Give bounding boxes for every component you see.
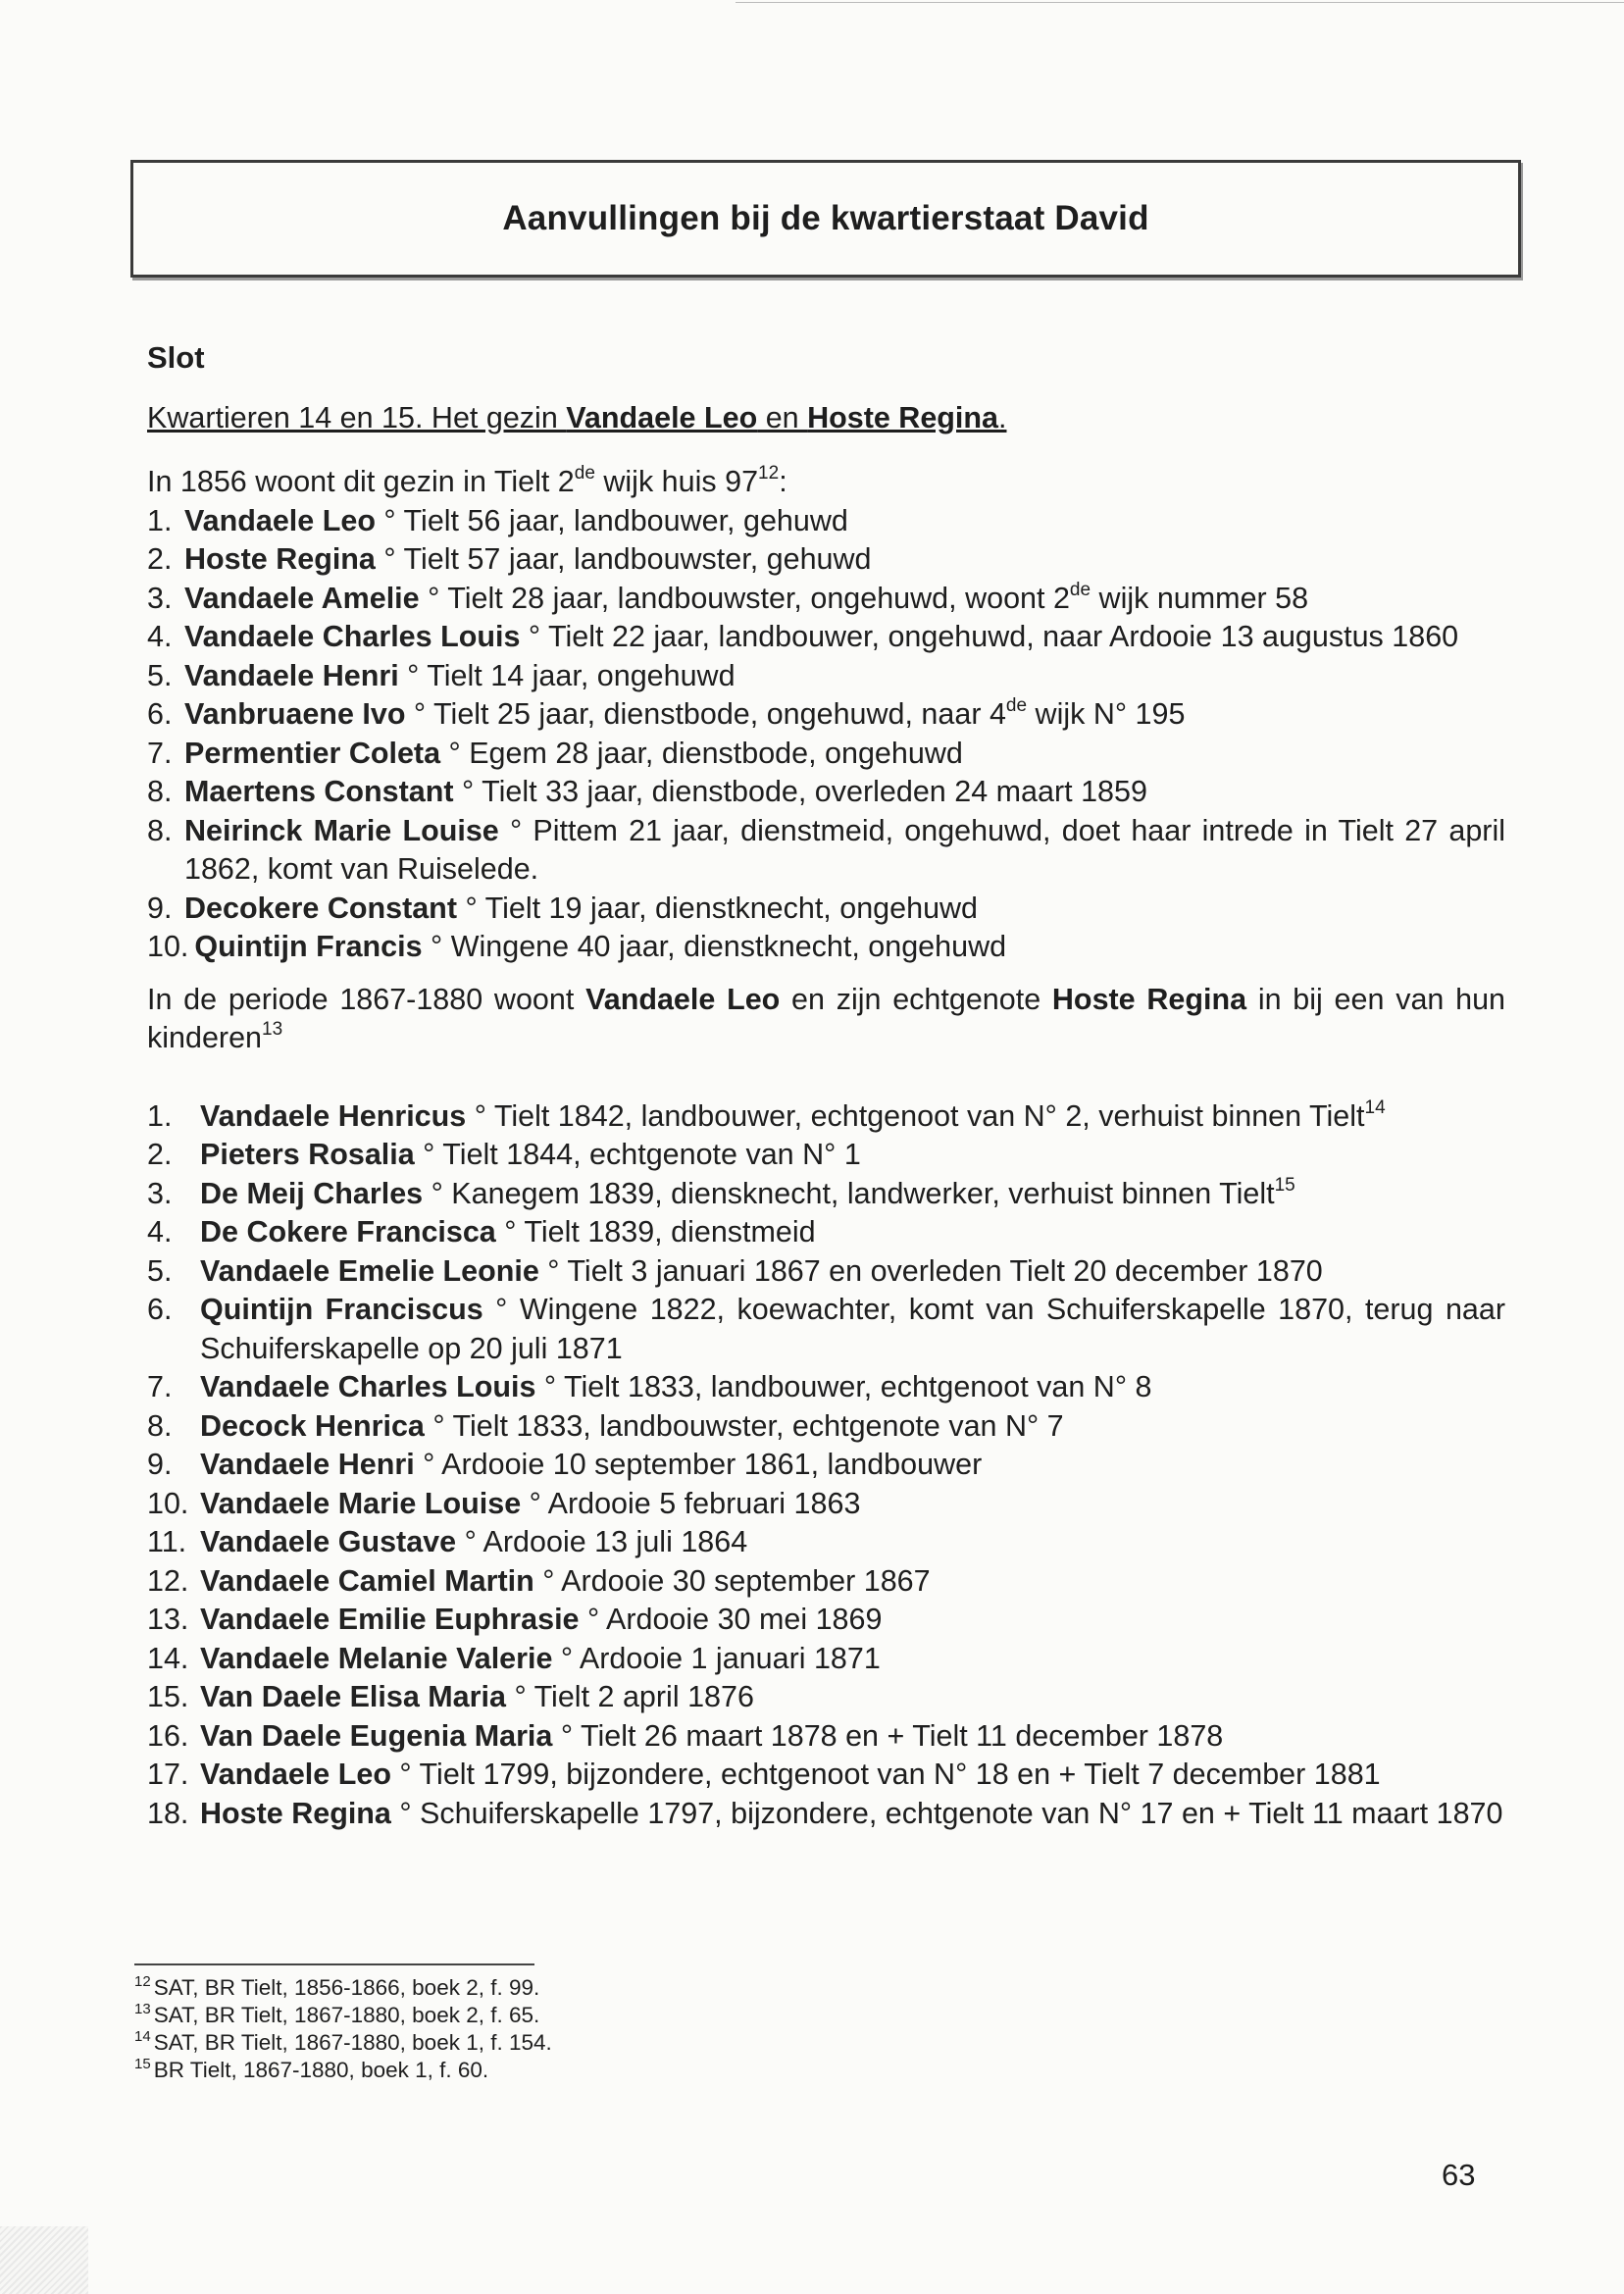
person-details: ° Egem 28 jaar, dienstbode, ongehuwd — [440, 736, 963, 770]
list-item — [147, 1795, 1505, 1834]
person-name: De Cokere Francisca — [200, 1215, 496, 1249]
list-item — [147, 890, 1505, 929]
person-details: ° Tielt 26 maart 1878 en + Tielt 11 december 1878 — [552, 1718, 1224, 1753]
list-item — [147, 1756, 1505, 1795]
person-details: ° Tielt 22 jaar, landbouwer, ongehuwd, naar Ardooie 13 augustus 1860 — [520, 620, 1459, 653]
list-item-text — [184, 773, 1505, 812]
intro1-text-b: wijk huis 97 — [594, 465, 759, 498]
list-item — [147, 695, 1505, 735]
person-details: ° Schuiferskapelle 1797, bijzondere, echtgenote van N° 17 en + Tielt 11 maart 1870 — [390, 1796, 1503, 1830]
person-details: ° Tielt 57 jaar, landbouwster, gehuwd — [375, 542, 872, 576]
person-details: ° Tielt 2 april 1876 — [505, 1680, 754, 1713]
person-details: ° Tielt 28 jaar, landbouwster, ongehuwd, woont 2 — [419, 581, 1070, 615]
list-item-text — [200, 1252, 1505, 1292]
list-item — [147, 1175, 1505, 1214]
list-item-number: 4. — [147, 620, 173, 653]
person-details: ° Ardooie 13 juli 1864 — [456, 1525, 748, 1558]
list-item-number: 2. — [147, 1138, 173, 1171]
household-list-1867-1880 — [147, 1097, 1505, 1834]
list-item — [147, 1291, 1505, 1368]
list-item-text — [200, 1485, 1505, 1524]
list-item — [147, 1717, 1505, 1757]
person-details: ° Tielt 1833, landbouwster, echtgenote van N° 7 — [424, 1408, 1064, 1443]
list-item-text — [200, 1795, 1505, 1834]
scan-edge-shade — [0, 2226, 88, 2294]
main-content — [147, 338, 1505, 1833]
intro2-text-b: en zijn echtgenote — [780, 982, 1052, 1016]
list-item-text — [200, 1601, 1505, 1640]
list-item — [147, 1446, 1505, 1485]
person-details: ° Tielt 25 jaar, dienstbode, ongehuwd, naar 4 — [405, 697, 1006, 731]
list-item — [147, 812, 1505, 890]
list-item — [147, 1097, 1505, 1137]
subhead-name-1: Vandaele Leo — [566, 400, 758, 434]
section-label: Slot — [147, 340, 205, 375]
list-item-number: 8. — [147, 775, 173, 808]
person-name: Vandaele Leo — [200, 1758, 391, 1791]
list-item — [147, 1368, 1505, 1407]
footnote-number: 15 — [134, 2056, 151, 2072]
list-item-text — [200, 1640, 1505, 1679]
list-item — [147, 1252, 1505, 1292]
intro1-text-a: In 1856 woont dit gezin in Tielt 2 — [147, 465, 575, 498]
list-item — [147, 1640, 1505, 1679]
person-name: Van Daele Eugenia Maria — [200, 1718, 553, 1753]
intro-paragraph-1 — [147, 463, 1505, 502]
superscript: de — [1005, 695, 1028, 716]
person-details: ° Ardooie 1 januari 1871 — [552, 1641, 881, 1675]
person-name: Decock Henrica — [200, 1408, 425, 1443]
list-item-number: 1. — [147, 503, 173, 537]
footnote-ref-12: 12 — [758, 463, 780, 484]
list-item-number: 4. — [147, 1215, 173, 1249]
section-subheading — [147, 399, 1505, 438]
person-name: Vandaele Henri — [200, 1448, 415, 1481]
footnote-text: BR Tielt, 1867-1880, boek 1, f. 60. — [153, 2058, 489, 2082]
footnote-number: 14 — [134, 2028, 151, 2045]
person-name: Vandaele Charles Louis — [184, 620, 521, 653]
list-item-number: 8. — [147, 1408, 173, 1443]
person-name: Quintijn Francis — [194, 930, 423, 963]
footnote-text: SAT, BR Tielt, 1867-1880, boek 1, f. 154. — [153, 2030, 552, 2055]
list-item — [147, 1562, 1505, 1602]
person-name: Maertens Constant — [184, 775, 454, 808]
footnote-number: 12 — [134, 1973, 151, 1990]
person-details: ° Pittem 21 jaar, dienstmeid, ongehuwd, doet haar intrede in Tielt 27 april 1862, komt van Ruiselede. — [184, 813, 1505, 886]
title-box — [130, 160, 1521, 278]
list-item-number: 11. — [147, 1525, 187, 1558]
list-item-text — [184, 890, 1505, 929]
person-name: Vanbruaene Ivo — [184, 697, 406, 731]
list-item — [147, 1213, 1505, 1252]
scan-edge-line — [736, 2, 1624, 3]
person-details: ° Tielt 1842, landbouwer, echtgenoot van N° 2, verhuist binnen Tielt — [466, 1098, 1365, 1133]
person-name: Vandaele Henri — [184, 658, 399, 692]
list-item-number: 7. — [147, 1370, 173, 1403]
intro2-name-b: Hoste Regina — [1051, 982, 1247, 1016]
person-details: ° Ardooie 30 mei 1869 — [579, 1603, 883, 1636]
person-details: ° Tielt 14 jaar, ongehuwd — [398, 658, 736, 692]
footnotes — [134, 1974, 821, 2084]
intro2-text-c: in bij een van hun kinderen — [147, 982, 1505, 1054]
person-name: Permentier Coleta — [184, 736, 441, 770]
person-name: Van Daele Elisa Maria — [200, 1680, 506, 1713]
person-details: ° Kanegem 1839, diensknecht, landwerker, verhuist binnen Tielt — [423, 1176, 1275, 1210]
footnote-divider — [134, 1963, 534, 1965]
page-title: Aanvullingen bij de kwartierstaat David — [502, 199, 1149, 237]
footnote-ref-13: 13 — [262, 1019, 283, 1040]
list-item-text — [200, 1678, 1505, 1717]
subhead-name-2: Hoste Regina — [807, 400, 998, 434]
intro1-sup-a: de — [574, 463, 595, 484]
list-item-number: 14. — [147, 1641, 189, 1675]
footnote — [134, 2029, 821, 2057]
person-name: Hoste Regina — [200, 1796, 391, 1830]
footnote — [134, 2057, 821, 2084]
subhead-text: Kwartieren 14 en 15. Het gezin — [147, 400, 567, 434]
person-details: ° Tielt 33 jaar, dienstbode, overleden 24 maart 1859 — [453, 775, 1147, 808]
list-item — [147, 1523, 1505, 1562]
list-item-text — [184, 657, 1505, 696]
list-item — [147, 618, 1505, 657]
footnote — [134, 1974, 821, 2002]
list-item-text — [200, 1717, 1505, 1757]
list-item-number: 6. — [147, 1293, 173, 1326]
intro2-name-a: Vandaele Leo — [585, 982, 781, 1016]
list-item-text — [184, 540, 1505, 580]
superscript: 14 — [1364, 1096, 1386, 1118]
person-details: ° Tielt 3 januari 1867 en overleden Tielt 20 december 1870 — [538, 1253, 1323, 1288]
person-details: ° Tielt 1799, bijzondere, echtgenoot van N° 18 en + Tielt 7 december 1881 — [390, 1758, 1381, 1791]
person-name: Decokere Constant — [184, 891, 457, 925]
household-list-1856 — [147, 502, 1505, 967]
list-item — [147, 1678, 1505, 1717]
list-item-text — [200, 1291, 1505, 1368]
list-item-number: 6. — [147, 697, 173, 731]
list-item-text — [200, 1368, 1505, 1407]
list-item-text — [194, 928, 1505, 967]
page-number: 63 — [1442, 2158, 1476, 2192]
list-item-text — [200, 1097, 1505, 1137]
person-name: Vandaele Melanie Valerie — [200, 1641, 553, 1675]
person-details: ° Tielt 19 jaar, dienstknecht, ongehuwd — [456, 891, 979, 925]
list-item-text — [200, 1136, 1505, 1175]
person-name: Vandaele Gustave — [200, 1525, 457, 1558]
person-name: Hoste Regina — [184, 542, 376, 576]
list-item-text — [200, 1446, 1505, 1485]
person-details: ° Tielt 1833, landbouwer, echtgenoot van N° 8 — [535, 1370, 1152, 1403]
person-details: ° Wingene 40 jaar, dienstknecht, ongehuwd — [422, 930, 1007, 963]
list-item-text — [200, 1213, 1505, 1252]
list-item-number: 10. — [147, 1486, 189, 1520]
list-item-number: 5. — [147, 1253, 173, 1288]
list-item-number: 7. — [147, 736, 173, 770]
list-item — [147, 502, 1505, 541]
list-item-number: 8. — [147, 813, 173, 847]
list-item — [147, 1136, 1505, 1175]
subhead-conjunction: en — [757, 400, 808, 434]
footnote-text: SAT, BR Tielt, 1856-1866, boek 2, f. 99. — [153, 1975, 540, 2000]
list-item-number: 9. — [147, 1448, 173, 1481]
list-item-number: 9. — [147, 891, 173, 925]
list-item — [147, 1601, 1505, 1640]
person-name: Vandaele Marie Louise — [200, 1486, 522, 1520]
person-details-cont: wijk N° 195 — [1027, 697, 1186, 731]
list-item-number: 13. — [147, 1603, 189, 1636]
footnote — [134, 2002, 821, 2029]
subhead-period: . — [998, 400, 1007, 434]
list-item-text — [184, 618, 1505, 657]
list-item-number: 16. — [147, 1718, 189, 1753]
list-item-text — [200, 1562, 1505, 1602]
list-item-text — [184, 735, 1505, 774]
person-name: Vandaele Camiel Martin — [200, 1563, 534, 1598]
list-item — [147, 540, 1505, 580]
person-name: Vandaele Henricus — [200, 1098, 467, 1133]
list-item-number: 5. — [147, 658, 173, 692]
list-item-text — [200, 1756, 1505, 1795]
person-name: De Meij Charles — [200, 1176, 424, 1210]
person-details-cont: wijk nummer 58 — [1091, 581, 1309, 615]
person-name: Neirinck Marie Louise — [184, 813, 499, 847]
person-details: ° Tielt 1844, echtgenote van N° 1 — [414, 1138, 861, 1171]
list-item-text — [184, 812, 1505, 890]
list-item — [147, 1485, 1505, 1524]
list-item-number: 17. — [147, 1758, 189, 1791]
list-item — [147, 735, 1505, 774]
list-item-number: 18. — [147, 1796, 189, 1830]
person-details: ° Ardooie 10 september 1861, landbouwer — [414, 1448, 983, 1481]
superscript: de — [1069, 579, 1091, 600]
person-name: Vandaele Leo — [184, 503, 376, 537]
list-item-text — [200, 1523, 1505, 1562]
list-item — [147, 580, 1505, 619]
list-item — [147, 1407, 1505, 1447]
list-item-text — [200, 1407, 1505, 1447]
person-details: ° Ardooie 30 september 1867 — [533, 1563, 931, 1598]
list-item-number: 15. — [147, 1680, 189, 1713]
list-item-text — [200, 1175, 1505, 1214]
person-details: ° Wingene 1822, koewachter, komt van Schuiferskapelle 1870, terug naar Schuiferskapelle op 20 juli 1871 — [200, 1293, 1505, 1365]
list-item — [147, 928, 1505, 967]
person-details: ° Tielt 1839, dienstmeid — [495, 1215, 816, 1249]
list-item-number: 1. — [147, 1098, 173, 1133]
list-item-number: 12. — [147, 1563, 189, 1598]
list-item-number: 2. — [147, 542, 173, 576]
intro2-text-a: In de periode 1867-1880 woont — [147, 982, 586, 1016]
person-name: Vandaele Emelie Leonie — [200, 1253, 539, 1288]
list-item-number: 10. — [147, 930, 189, 963]
list-item-number: 3. — [147, 581, 173, 615]
person-details: ° Tielt 56 jaar, landbouwer, gehuwd — [375, 503, 848, 537]
person-name: Vandaele Emilie Euphrasie — [200, 1603, 580, 1636]
list-item — [147, 773, 1505, 812]
intro1-text-c: : — [779, 465, 787, 498]
footnote-number: 13 — [134, 2001, 151, 2017]
person-name: Vandaele Amelie — [184, 581, 420, 615]
person-name: Vandaele Charles Louis — [200, 1370, 536, 1403]
list-item-text — [184, 502, 1505, 541]
list-item — [147, 657, 1505, 696]
list-item-text — [184, 580, 1505, 619]
superscript: 15 — [1274, 1174, 1295, 1196]
footnote-text: SAT, BR Tielt, 1867-1880, boek 2, f. 65. — [153, 2003, 540, 2027]
person-name: Quintijn Franciscus — [200, 1293, 483, 1326]
list-item-text — [184, 695, 1505, 735]
person-details: ° Ardooie 5 februari 1863 — [521, 1486, 861, 1520]
person-name: Pieters Rosalia — [200, 1138, 415, 1171]
list-item-number: 3. — [147, 1176, 173, 1210]
intro-paragraph-2 — [147, 981, 1505, 1058]
